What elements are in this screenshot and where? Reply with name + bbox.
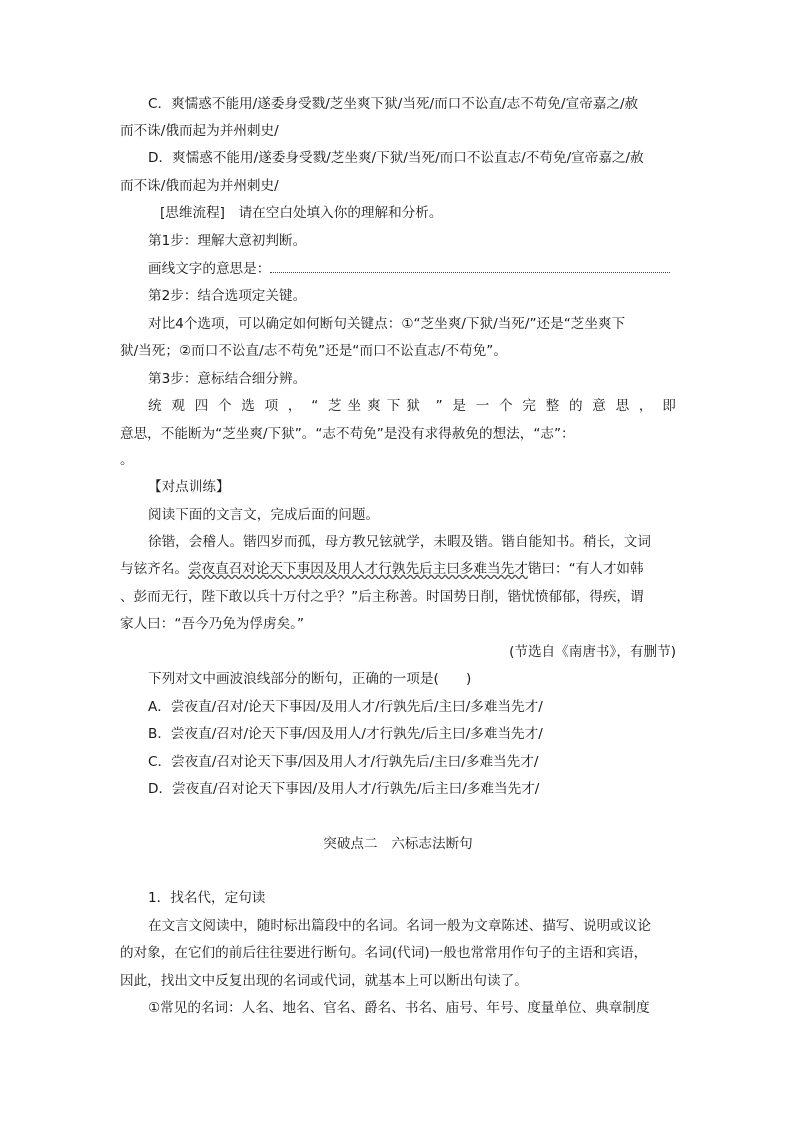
wavy-underlined-text: 尝夜直召对论天下事因及用人才行孰先后主曰多难当先才 bbox=[187, 561, 528, 577]
step3: 第3步：意标结合细分辨。 bbox=[148, 371, 307, 387]
passage-line4: 家人曰：“吾今乃免为俘虏矣。” bbox=[120, 616, 305, 632]
passage-source: (节选自《南唐书》，有删节) bbox=[509, 644, 676, 660]
choice-d: D．尝夜直/召对论天下事因/及用人才/行孰先/后主曰/多难当先才/ bbox=[148, 781, 540, 797]
option-d-line2: 而不诛/俄而起为并州刺史/ bbox=[120, 178, 279, 194]
step2: 第2步：结合选项定关键。 bbox=[148, 288, 307, 304]
option-c-line1: C．爽懦惑不能用/遂委身受戮/芝坐爽下狱/当死/而口不讼直/志不苟免/宣帝嘉之/赦 bbox=[148, 96, 639, 112]
step1: 第1步：理解大意初判断。 bbox=[148, 233, 307, 249]
option-d-line1: D．爽懦惑不能用/遂委身受戮/芝坐爽/下狱/当死/而口不讼直志/不苟免/宣帝嘉之/赦 bbox=[148, 150, 644, 166]
question-stem: 下列对文中画波浪线部分的断句，正确的一项是( ) bbox=[148, 671, 472, 687]
compare-line2: 狱/当死；②而口不讼直/志不苟免”还是“而口不讼直志/不苟免”。 bbox=[120, 343, 507, 359]
subheading-1: 1．找名代，定句读 bbox=[148, 890, 266, 906]
overview-line3: 。 bbox=[120, 452, 134, 468]
flow-heading: [思维流程] 请在空白处填入你的理解和分析。 bbox=[160, 205, 443, 221]
choice-a: A．尝夜直/召对/论天下事因/及用人才/行孰先后/主曰/多难当先才/ bbox=[148, 699, 543, 715]
section-para-line3: 因此，找出文中反复出现的名词或代词，就基本上可以断出句读了。 bbox=[120, 973, 528, 989]
practice-instruction: 阅读下面的文言文，完成后面的问题。 bbox=[148, 507, 380, 523]
section-para-line2: 的对象，在它们的前后往往要进行断句。名词(代词)一般也常常用作句子的主语和宾语， bbox=[120, 945, 648, 961]
compare-line1: 对比4个选项，可以确定如何断句关键点：①“芝坐爽/下狱/当死/”还是“芝坐爽下 bbox=[148, 316, 626, 332]
section-title: 突破点二 六标志法断句 bbox=[323, 836, 473, 852]
meaning-label: 画线文字的意思是： bbox=[148, 261, 271, 277]
choice-c: C．尝夜直/召对论天下事/因及用人才/行孰先后/主曰/多难当先才/ bbox=[148, 754, 539, 770]
overview-line2: 意思，不能断为“芝坐爽/下狱”。“志不苟免”是没有求得赦免的想法，“志”： bbox=[120, 426, 575, 442]
option-c-line2: 而不诛/俄而起为并州刺史/ bbox=[120, 123, 279, 139]
passage-line3: 、彭而无行，陛下敢以兵十万付之乎？”后主称善。时国势日削，锴忧愤郁郁，得疾，谓 bbox=[120, 589, 644, 605]
section-para-line4: ①常见的名词：人名、地名、官名、爵名、书名、庙号、年号、度量单位、典章制度 bbox=[148, 1000, 650, 1016]
section-para-line1: 在文言文阅读中，随时标出篇段中的名词。名词一般为文章陈述、描写、说明或议论 bbox=[148, 918, 651, 934]
passage-line1: 徐锴，会稽人。锴四岁而孤，母方教兄铉就学，未暇及锴。锴自能知书。稍长，文词 bbox=[148, 534, 651, 550]
choice-b: B．尝夜直/召对/论天下事/因及用人/才行孰先/后主曰/多难当先才/ bbox=[148, 726, 543, 742]
meaning-line bbox=[148, 258, 670, 279]
overview-line1: 统 观 四 个 选 项 ， “ 芝坐爽下狱 ” 是 一 个 完 整 的 意 思 ， 即 bbox=[148, 398, 676, 414]
practice-title: 【对点训练】 bbox=[148, 479, 230, 495]
answer-blank[interactable] bbox=[270, 258, 670, 273]
passage-line2: 与铉齐名。尝夜直召对论天下事因及用人才行孰先后主曰多难当先才锴曰：“有人才如韩 bbox=[120, 561, 644, 577]
